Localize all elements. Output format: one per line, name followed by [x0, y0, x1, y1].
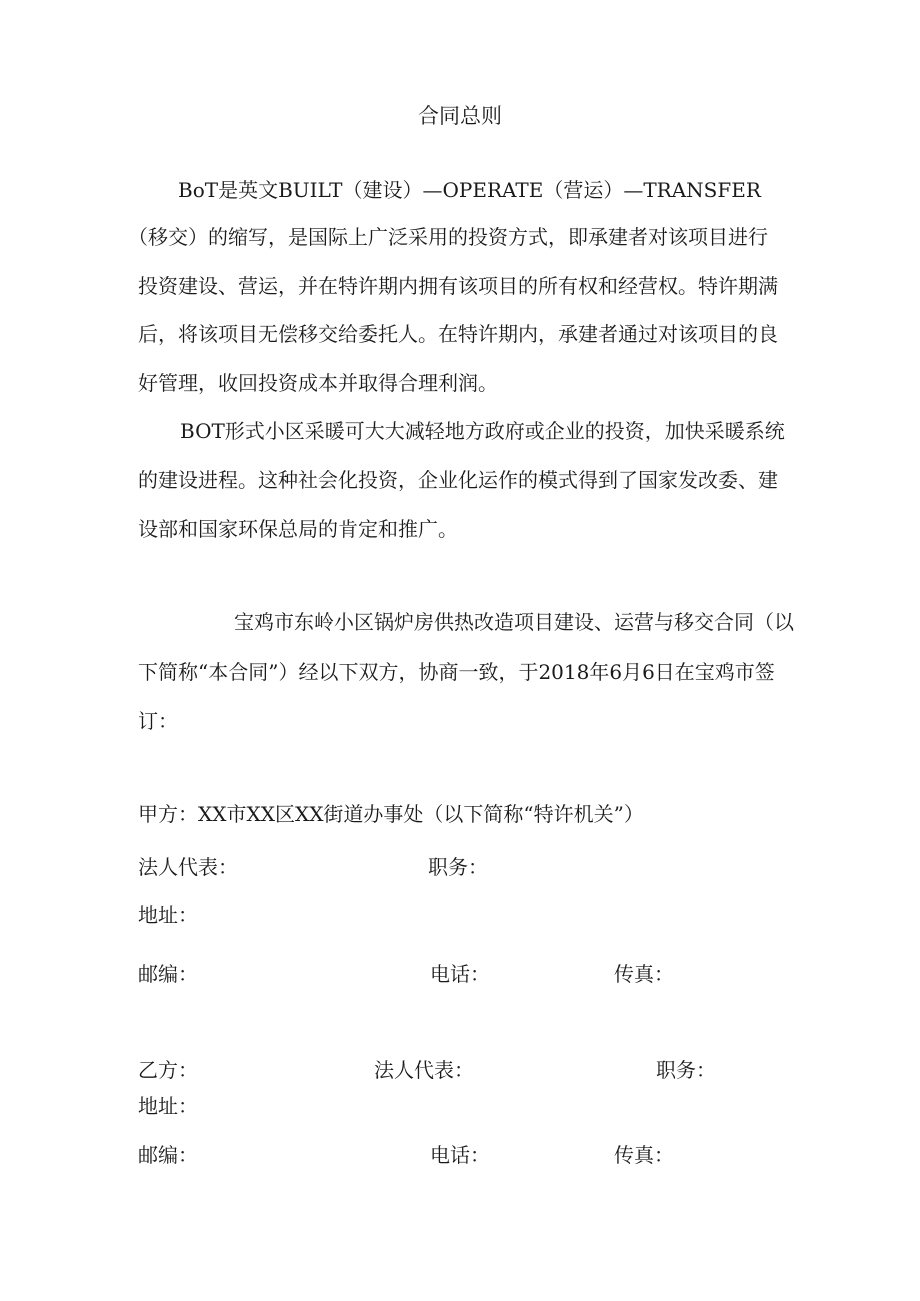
party-b-postcode-label: 邮编：	[138, 1143, 198, 1167]
party-a-position-label: 职务：	[428, 855, 488, 879]
paragraph-1-line-2: （移交）的缩写，是国际上广泛采用的投资方式，即承建者对该项目进行	[128, 225, 768, 249]
paragraph-2-line-3: 设部和国家环保总局的肯定和推广。	[138, 517, 458, 541]
party-a-postcode-label: 邮编：	[138, 962, 198, 986]
document-title: 合同总则	[418, 104, 502, 128]
party-a-legal-rep-label: 法人代表：	[138, 855, 238, 879]
party-a-address-label: 地址：	[138, 903, 198, 927]
paragraph-3-line-1: 宝鸡市东岭小区锅炉房供热改造项目建设、运营与移交合同（以	[234, 610, 794, 634]
party-b-heading: 乙方：	[138, 1058, 198, 1082]
party-b-phone-label: 电话：	[430, 1143, 490, 1167]
party-a-fax-label: 传真：	[614, 962, 674, 986]
paragraph-1-line-1: BoT是英文BUILT（建设）—OPERATE（营运）—TRANSFER	[178, 178, 761, 202]
paragraph-1-line-3: 投资建设、营运，并在特许期内拥有该项目的所有权和经营权。特许期满	[138, 274, 778, 298]
party-b-position-label: 职务：	[656, 1058, 716, 1082]
paragraph-3-line-3: 订：	[138, 709, 178, 733]
paragraph-2-line-1: BOT形式小区采暖可大大减轻地方政府或企业的投资，加快采暖系统	[180, 419, 785, 443]
party-b-legal-rep-label: 法人代表：	[374, 1058, 474, 1082]
party-b-fax-label: 传真：	[614, 1143, 674, 1167]
paragraph-1-line-4: 后，将该项目无偿移交给委托人。在特许期内，承建者通过对该项目的良	[138, 322, 778, 346]
paragraph-3-line-2: 下简称“本合同”）经以下双方，协商一致，于2018年6月6日在宝鸡市签	[138, 660, 775, 684]
party-b-address-label: 地址：	[138, 1094, 198, 1118]
paragraph-1-line-5: 好管理，收回投资成本并取得合理利润。	[138, 371, 498, 395]
party-a-heading: 甲方：XX市XX区XX街道办事处（以下简称“特许机关”）	[138, 802, 644, 826]
party-a-phone-label: 电话：	[430, 962, 490, 986]
paragraph-2-line-2: 的建设进程。这种社会化投资，企业化运作的模式得到了国家发改委、建	[138, 468, 778, 492]
